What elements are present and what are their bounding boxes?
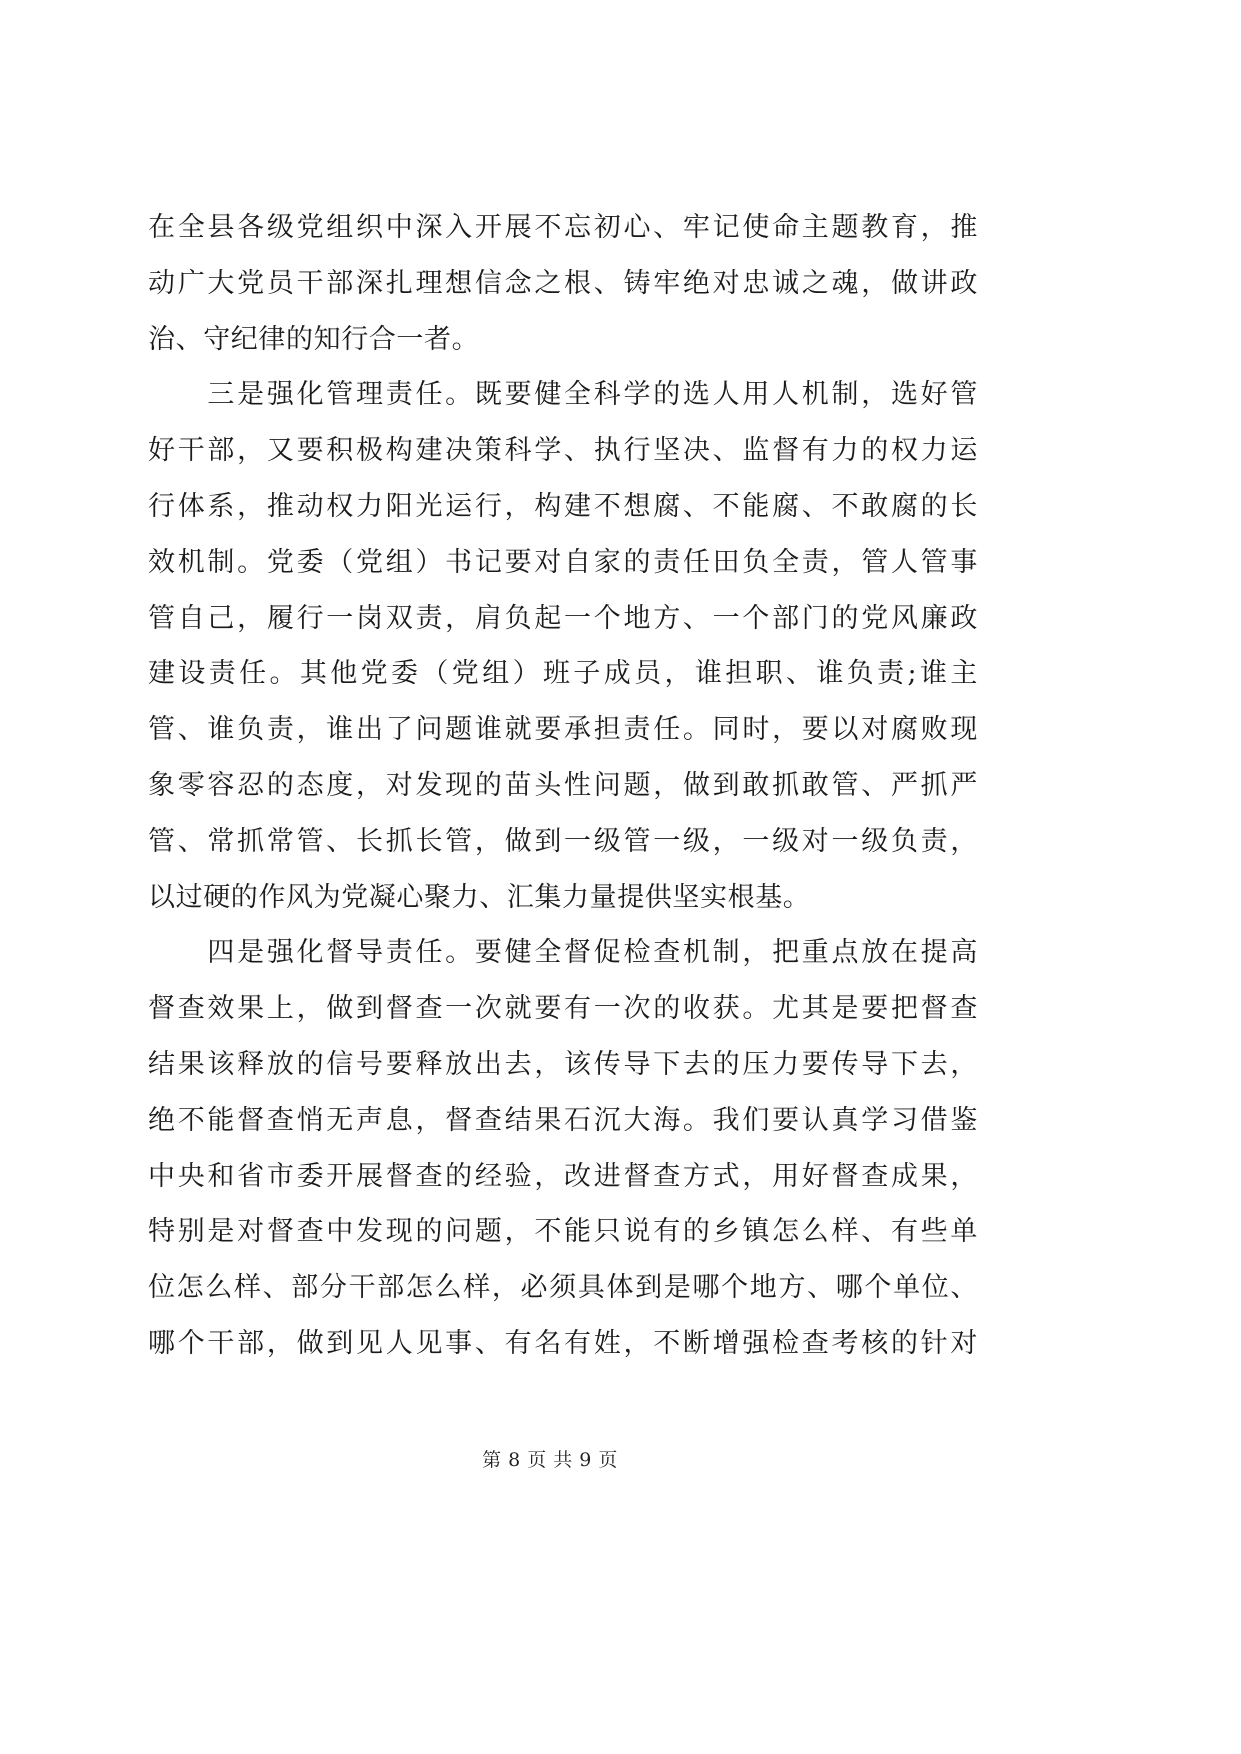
page-number-footer: 第 8 页 共 9 页: [482, 1449, 618, 1471]
text-line: 中央和省市委开展督查的经验，改进督查方式，用好督查成果，: [148, 1160, 978, 1192]
document-body: [148, 200, 978, 1372]
text-line: 管、谁负责，谁出了问题谁就要承担责任。同时，要以对腐败现: [148, 714, 978, 746]
text-line: 行体系，推动权力阳光运行，构建不想腐、不能腐、不敢腐的长: [148, 490, 978, 522]
text-line: 特别是对督查中发现的问题，不能只说有的乡镇怎么样、有些单: [148, 1216, 978, 1248]
text-line: 象零容忍的态度，对发现的苗头性问题，做到敢抓敢管、严抓严: [148, 769, 978, 801]
text-line: 治、守纪律的知行合一者。: [148, 323, 480, 355]
text-line: 督查效果上，做到督查一次就要有一次的收获。尤其是要把督查: [148, 993, 978, 1025]
text-line: 效机制。党委（党组）书记要对自家的责任田负全责，管人管事: [148, 546, 978, 578]
text-line: 在全县各级党组织中深入开展不忘初心、牢记使命主题教育，推: [148, 212, 978, 243]
text-line: 绝不能督查悄无声息，督查结果石沉大海。我们要认真学习借鉴: [148, 1104, 978, 1136]
text-line: 位怎么样、部分干部怎么样，必须具体到是哪个地方、哪个单位、: [148, 1272, 978, 1304]
text-line: 管自己，履行一岗双责，肩负起一个地方、一个部门的党风廉政: [148, 602, 978, 634]
text-line: 动广大党员干部深扎理想信念之根、铸牢绝对忠诚之魂，做讲政: [148, 267, 978, 299]
text-line: 结果该释放的信号要释放出去，该传导下去的压力要传导下去，: [148, 1048, 978, 1080]
text-line: 三是强化管理责任。既要健全科学的选人用人机制，选好管: [148, 379, 978, 411]
text-line: 好干部，又要积极构建决策科学、执行坚决、监督有力的权力运: [148, 435, 978, 467]
text-line: 管、常抓常管、长抓长管，做到一级管一级，一级对一级负责，: [148, 825, 978, 857]
text-line: 建设责任。其他党委（党组）班子成员，谁担职、谁负责;谁主: [148, 658, 978, 690]
text-line: 四是强化督导责任。要健全督促检查机制，把重点放在提高: [148, 937, 978, 969]
text-line: 以过硬的作风为党凝心聚力、汇集力量提供坚实根基。: [148, 881, 811, 913]
text-line: 哪个干部，做到见人见事、有名有姓，不断增强检查考核的针对: [148, 1327, 978, 1359]
